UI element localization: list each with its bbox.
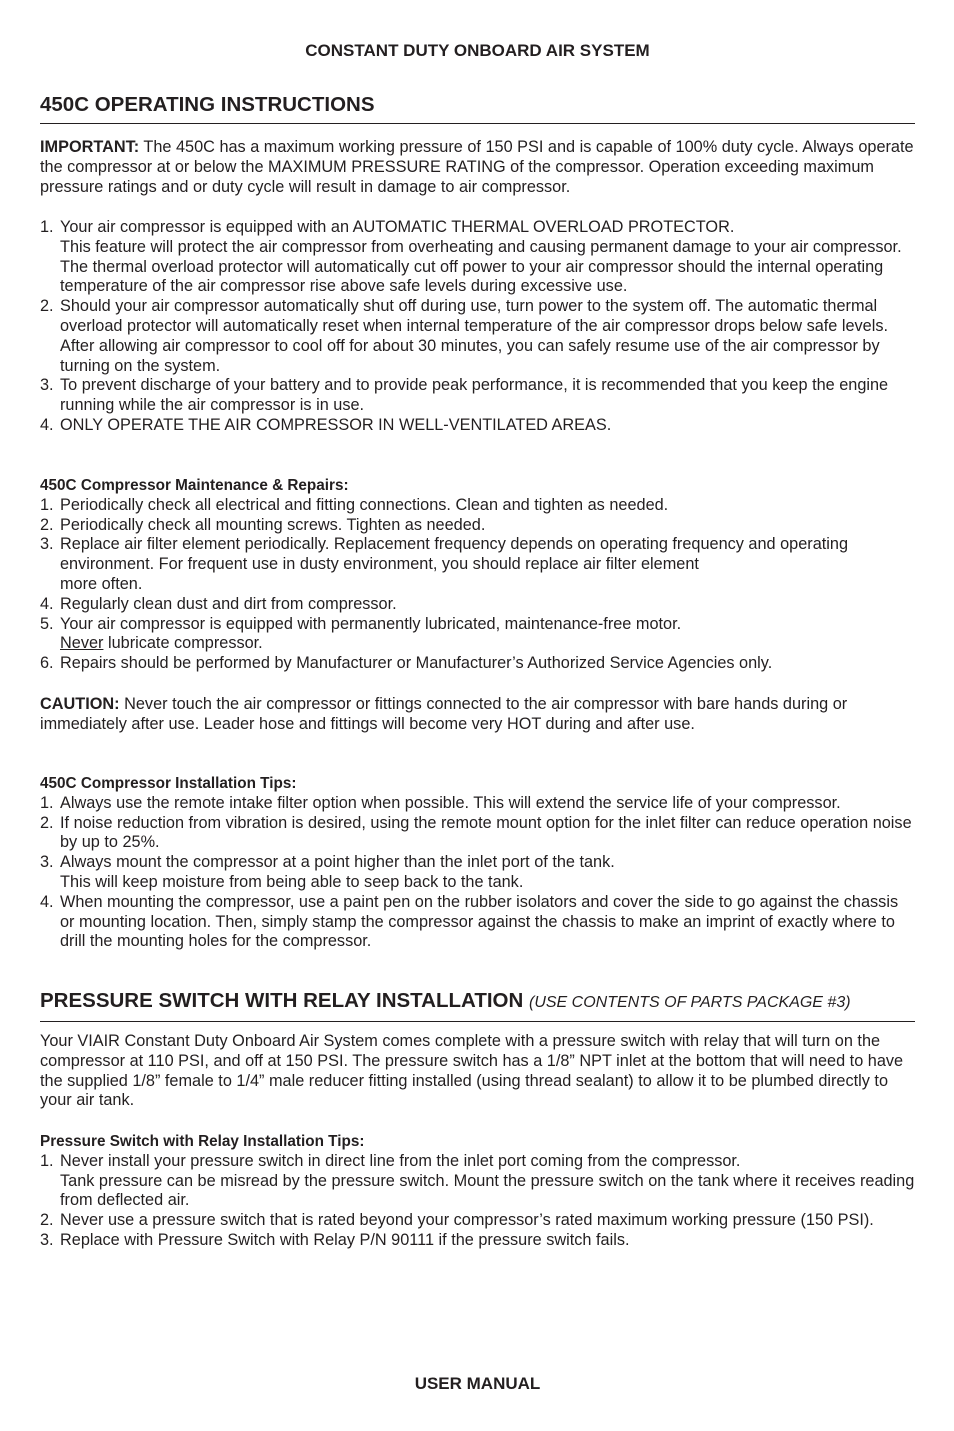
- document-title: CONSTANT DUTY ONBOARD AIR SYSTEM: [305, 41, 650, 60]
- list-item: 3. Replace air filter element periodically. Replacement frequency depends on operating frequency and operating environment. For frequent use in dusty environment, you should replace air filter element more often.: [40, 535, 849, 593]
- list-item: 3. Always mount the compressor at a point higher than the inlet port of the tank. This will keep moisture from being able to seep back to the tank.: [40, 853, 615, 891]
- heading-note: (USE CONTENTS OF PARTS PACKAGE #3): [529, 994, 851, 1011]
- list-item: 2. Never use a pressure switch that is rated beyond your compressor’s rated maximum working pressure (150 PSI).: [40, 1211, 874, 1230]
- maintenance-section: [40, 476, 915, 674]
- list-item: 1. Never install your pressure switch in direct line from the inlet port coming from the compressor. Tank pressure can be misread by the pressure switch. Mount the pressure switch on the tank where it receives reading from deflected air.: [40, 1151, 915, 1210]
- footer-label: USER MANUAL: [414, 1374, 541, 1393]
- caution-label: CAUTION:: [40, 695, 120, 713]
- list-item: 2. Should your air compressor automatically shut off during use, turn power to the system off. The automatic thermal overload protector will automatically reset when internal temperature of the air compressor drops below safe levels. After allowing air compressor to cool off for about 30 minutes, you can safely resume use of the air compressor by turning on the system.: [40, 297, 889, 375]
- maintenance-heading: 450C Compressor Maintenance & Repairs:: [40, 477, 349, 494]
- list-item: 1. Always use the remote intake filter option when possible. This will extend the service life of your compressor.: [40, 793, 841, 812]
- list-item: 1. Your air compressor is equipped with an AUTOMATIC THERMAL OVERLOAD PROTECTOR. This feature will protect the air compressor from overheating and causing permanent damage to your air compressor. The thermal overload protector will automatically cut off power to your air compressor should the internal operating temperature of the air compressor rise above safe levels during excessive use.: [40, 218, 902, 296]
- important-paragraph: [40, 138, 915, 197]
- pressure-switch-tips-heading: Pressure Switch with Relay Installation Tips:: [40, 1133, 365, 1150]
- list-item: 6. Repairs should be performed by Manufacturer or Manufacturer’s Authorized Service Agencies only.: [40, 654, 773, 673]
- list-item: 4. When mounting the compressor, use a paint pen on the rubber isolators and cover the side to go against the chassis or mounting location. Then, simply stamp the compressor against the chassis to make an imprint of exactly where to drill the mounting holes for the compressor.: [40, 892, 899, 951]
- caution-text: Never touch the air compressor or fittings connected to the air compressor with bare hands during or immediately after use. Leader hose and fittings will become very HOT during and after use.: [40, 695, 848, 733]
- list-item: 4. Regularly clean dust and dirt from compressor.: [40, 594, 397, 613]
- never-emphasis: Never: [60, 634, 104, 653]
- operating-list: [40, 218, 915, 436]
- section-heading-pressure-switch: PRESSURE SWITCH WITH RELAY INSTALLATION (USE CONTENTS OF PARTS PACKAGE #3): [40, 989, 915, 1022]
- list-item: 4. ONLY OPERATE THE AIR COMPRESSOR IN WELL-VENTILATED AREAS.: [40, 415, 612, 434]
- important-label: IMPORTANT:: [40, 138, 140, 156]
- list-item: 2. Periodically check all mounting screws. Tighten as needed.: [40, 515, 486, 534]
- caution-paragraph: [40, 695, 915, 735]
- installation-heading: 450C Compressor Installation Tips:: [40, 775, 297, 792]
- section-heading-operating: 450C OPERATING INSTRUCTIONS: [40, 93, 915, 124]
- important-text: The 450C has a maximum working pressure of 150 PSI and is capable of 100% duty cycle. Always operate the compressor at or below the MAXIMUM PRESSURE RATING of the compressor. Operation exceeding maximum pressure ratings and or duty cycle will result in damage to air compressor.: [40, 138, 914, 196]
- list-item: 3. To prevent discharge of your battery and to provide peak performance, it is recommended that you keep the engine running while the air compressor is in use.: [40, 376, 889, 415]
- installation-section: [40, 774, 915, 952]
- list-item: 5. Your air compressor is equipped with permanently lubricated, maintenance-free motor. Never lubricate compressor.: [40, 614, 682, 653]
- list-item: 2. If noise reduction from vibration is desired, using the remote mount option for the inlet filter can reduce operation noise by up to 25%.: [40, 813, 912, 852]
- list-item: 1. Periodically check all electrical and fitting connections. Clean and tighten as needed.: [40, 495, 669, 514]
- pressure-switch-tips: [40, 1132, 915, 1251]
- pressure-switch-intro: Your VIAIR Constant Duty Onboard Air System comes complete with a pressure switch with relay that will turn on the compressor at 110 PSI, and off at 150 PSI. The pressure switch has a 1/8” NPT inlet at the bottom that will need to have the supplied 1/8” female to 1/4” male reducer fitting installed (using thread sealant) to allow it to be plumbed directly to your air tank.: [40, 1032, 904, 1110]
- list-item: 3. Replace with Pressure Switch with Relay P/N 90111 if the pressure switch fails.: [40, 1230, 630, 1249]
